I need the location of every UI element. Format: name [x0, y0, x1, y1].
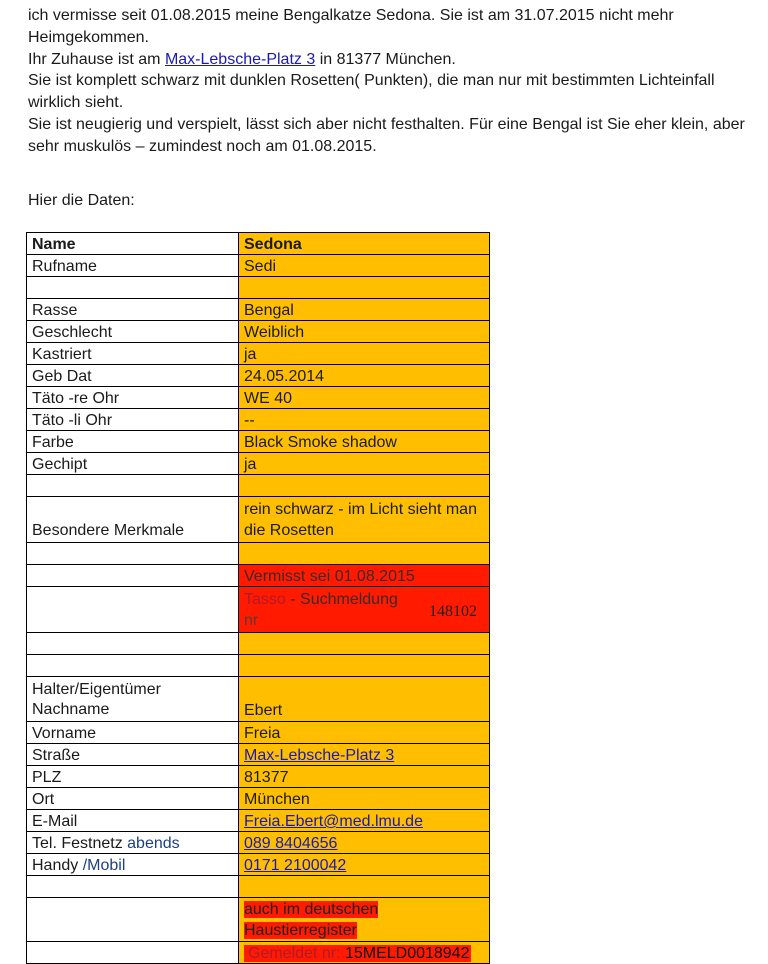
meld-cell	[239, 942, 490, 964]
rasse-label: Rasse	[27, 299, 239, 321]
vermisst-cell	[239, 565, 490, 587]
intro-line-3: Sie ist komplett schwarz mit dunklen Rosetten( Punkten), die man nur mit bestimmten Lichteinfall wirklich sieht.	[28, 72, 715, 112]
ort-value: München	[239, 788, 490, 810]
intro-line-2-suffix: in 81377 München.	[315, 50, 456, 68]
tato-re-label: Täto -re Ohr	[27, 387, 239, 409]
vorname-label: Vorname	[27, 722, 239, 744]
table-row	[27, 431, 490, 453]
tel-label: Tel. Festnetz	[32, 835, 123, 852]
gebdat-label: Geb Dat	[27, 365, 239, 387]
table-row-empty	[27, 475, 490, 497]
table-row-empty	[27, 543, 490, 565]
table-row	[27, 299, 490, 321]
rasse-value: Bengal	[239, 299, 490, 321]
table-row	[27, 365, 490, 387]
handy-link[interactable]: 0171 2100042	[244, 857, 347, 874]
table-row	[27, 832, 490, 854]
ort-label: Ort	[27, 788, 239, 810]
tato-li-value: --	[239, 409, 490, 431]
geschlecht-value: Weiblich	[239, 321, 490, 343]
register-cell	[239, 898, 490, 942]
tel-link[interactable]: 089 8404656	[244, 835, 338, 852]
table-row-empty	[27, 876, 490, 898]
plz-label: PLZ	[27, 766, 239, 788]
data-heading: Hier die Daten:	[28, 192, 135, 209]
merkmale-value: rein schwarz - im Licht sieht man die Rosetten	[239, 497, 490, 543]
geschlecht-label: Geschlecht	[27, 321, 239, 343]
nachname-value: Ebert	[239, 677, 490, 722]
tel-label-cell	[27, 832, 239, 854]
nachname-label: Nachname	[32, 701, 110, 718]
table-row	[27, 321, 490, 343]
table-row	[27, 766, 490, 788]
meld-number: 15MELD0018942	[344, 945, 470, 962]
handy-label-cell	[27, 854, 239, 876]
cat-data-table	[26, 232, 490, 964]
handy-suffix: /Mobil	[78, 857, 126, 874]
intro-line-2	[28, 49, 748, 71]
table-row	[27, 810, 490, 832]
kastriert-label: Kastriert	[27, 343, 239, 365]
plz-value: 81377	[239, 766, 490, 788]
vermisst-text: Vermisst sei 01.08.2015	[244, 568, 415, 585]
table-row	[27, 677, 490, 722]
table-row	[27, 565, 490, 587]
table-row	[27, 854, 490, 876]
table-row	[27, 453, 490, 475]
intro-line-4: Sie ist neugierig und verspielt, lässt sich aber nicht festhalten. Für eine Bengal ist Sie eher klein, aber sehr muskulös – zumindest noch am 01.08.2015.	[28, 115, 745, 155]
register-line-2: Haustierregister	[244, 922, 357, 939]
halter-nachname-label	[27, 677, 239, 722]
halter-label: Halter/Eigentümer	[32, 681, 161, 698]
farbe-label: Farbe	[27, 431, 239, 453]
handy-label: Handy	[32, 857, 79, 874]
strasse-label: Straße	[27, 744, 239, 766]
suchmeldung-text: - Suchmeldung	[285, 591, 398, 608]
table-row	[27, 722, 490, 744]
name-value: Sedona	[239, 233, 490, 255]
intro-text	[28, 5, 748, 158]
tasso-number: 148102	[429, 603, 477, 620]
nr-text: nr	[244, 612, 259, 629]
table-row	[27, 255, 490, 277]
register-line-1: auch im deutschen	[244, 901, 379, 918]
tasso-cell	[239, 587, 490, 633]
vorname-value: Freia	[239, 722, 490, 744]
rufname-label: Rufname	[27, 255, 239, 277]
gebdat-value: 24.05.2014	[239, 365, 490, 387]
tato-li-label: Täto -li Ohr	[27, 409, 239, 431]
table-row	[27, 497, 490, 543]
address-link[interactable]: Max-Lebsche-Platz 3	[164, 50, 316, 68]
table-row-empty	[27, 633, 490, 655]
table-row	[27, 233, 490, 255]
table-row	[27, 587, 490, 633]
intro-line-2-prefix: Ihr Zuhause ist am	[28, 50, 165, 68]
meld-box	[244, 945, 471, 962]
intro-line-1: ich vermisse seit 01.08.2015 meine Bengalkatze Sedona. Sie ist am 31.07.2015 nicht mehr Heimgekommen.	[28, 7, 674, 46]
rufname-value: Sedi	[239, 255, 490, 277]
tel-suffix: abends	[122, 835, 180, 852]
email-label: E-Mail	[27, 810, 239, 832]
table-row	[27, 744, 490, 766]
table-row	[27, 788, 490, 810]
farbe-value: Black Smoke shadow	[239, 431, 490, 453]
table-row-empty	[27, 277, 490, 299]
gemeldet-label: Gemeldet nr:	[248, 945, 345, 962]
strasse-link[interactable]: Max-Lebsche-Platz 3	[244, 747, 395, 764]
table-row	[27, 343, 490, 365]
kastriert-value: ja	[239, 343, 490, 365]
email-link[interactable]: Freia.Ebert@med.lmu.de	[244, 813, 423, 830]
table-row	[27, 409, 490, 431]
name-label: Name	[27, 233, 239, 255]
table-row	[27, 942, 490, 964]
gechipt-value: ja	[239, 453, 490, 475]
table-row-empty	[27, 655, 490, 677]
merkmale-label: Besondere Merkmale	[27, 497, 239, 543]
table-row	[27, 898, 490, 942]
tasso-word: Tasso	[244, 591, 286, 608]
table-row	[27, 387, 490, 409]
gechipt-label: Gechipt	[27, 453, 239, 475]
tato-re-value: WE 40	[239, 387, 490, 409]
